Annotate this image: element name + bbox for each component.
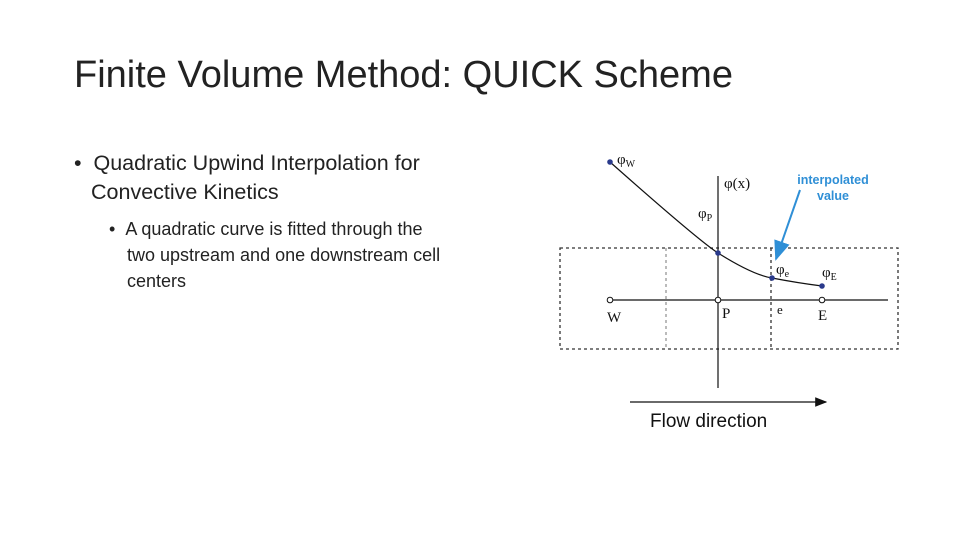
bullet-text: Quadratic Upwind Interpolation for Convective Kinetics: [91, 151, 420, 204]
sub-bullet-text: A quadratic curve is fitted through the two upstream and one downstream cell centers: [125, 219, 441, 291]
phi-w-point: [607, 159, 613, 165]
node-e-marker: [819, 297, 825, 303]
bullet-list: [74, 149, 454, 294]
quick-scheme-diagram: [548, 140, 908, 440]
phi-e-face-point: [769, 275, 775, 281]
node-e-label: E: [818, 308, 828, 324]
diagram-svg: [548, 140, 908, 440]
node-p-marker: [715, 297, 721, 303]
bullet-marker: •: [109, 219, 116, 239]
sub-bullet-item: [109, 216, 454, 294]
phi-e-node-label: $\varphi_E$: [822, 265, 837, 283]
flow-direction-label: Flow direction: [650, 411, 768, 432]
bullet-item: [74, 149, 454, 207]
phi-w-label: $\varphi_W$: [617, 152, 636, 170]
node-w-label: W: [607, 310, 622, 326]
phi-e-face-label: $\varphi_e$: [776, 262, 790, 280]
face-e-label: e: [777, 302, 783, 317]
node-p-label: P: [722, 306, 731, 322]
phi-x-axis-label: φ(x): [724, 176, 751, 192]
annotation-line-2: value: [817, 189, 849, 203]
bullet-marker: •: [74, 151, 82, 175]
node-w-marker: [607, 297, 613, 303]
slide-title: Finite Volume Method: QUICK Scheme: [74, 54, 733, 96]
phi-p-point: [715, 250, 721, 256]
phi-p-label: $\varphi_P$: [698, 206, 713, 224]
annotation-line-1: interpolated: [797, 173, 869, 187]
phi-e-node-point: [819, 283, 825, 289]
quadratic-curve: [610, 162, 822, 286]
